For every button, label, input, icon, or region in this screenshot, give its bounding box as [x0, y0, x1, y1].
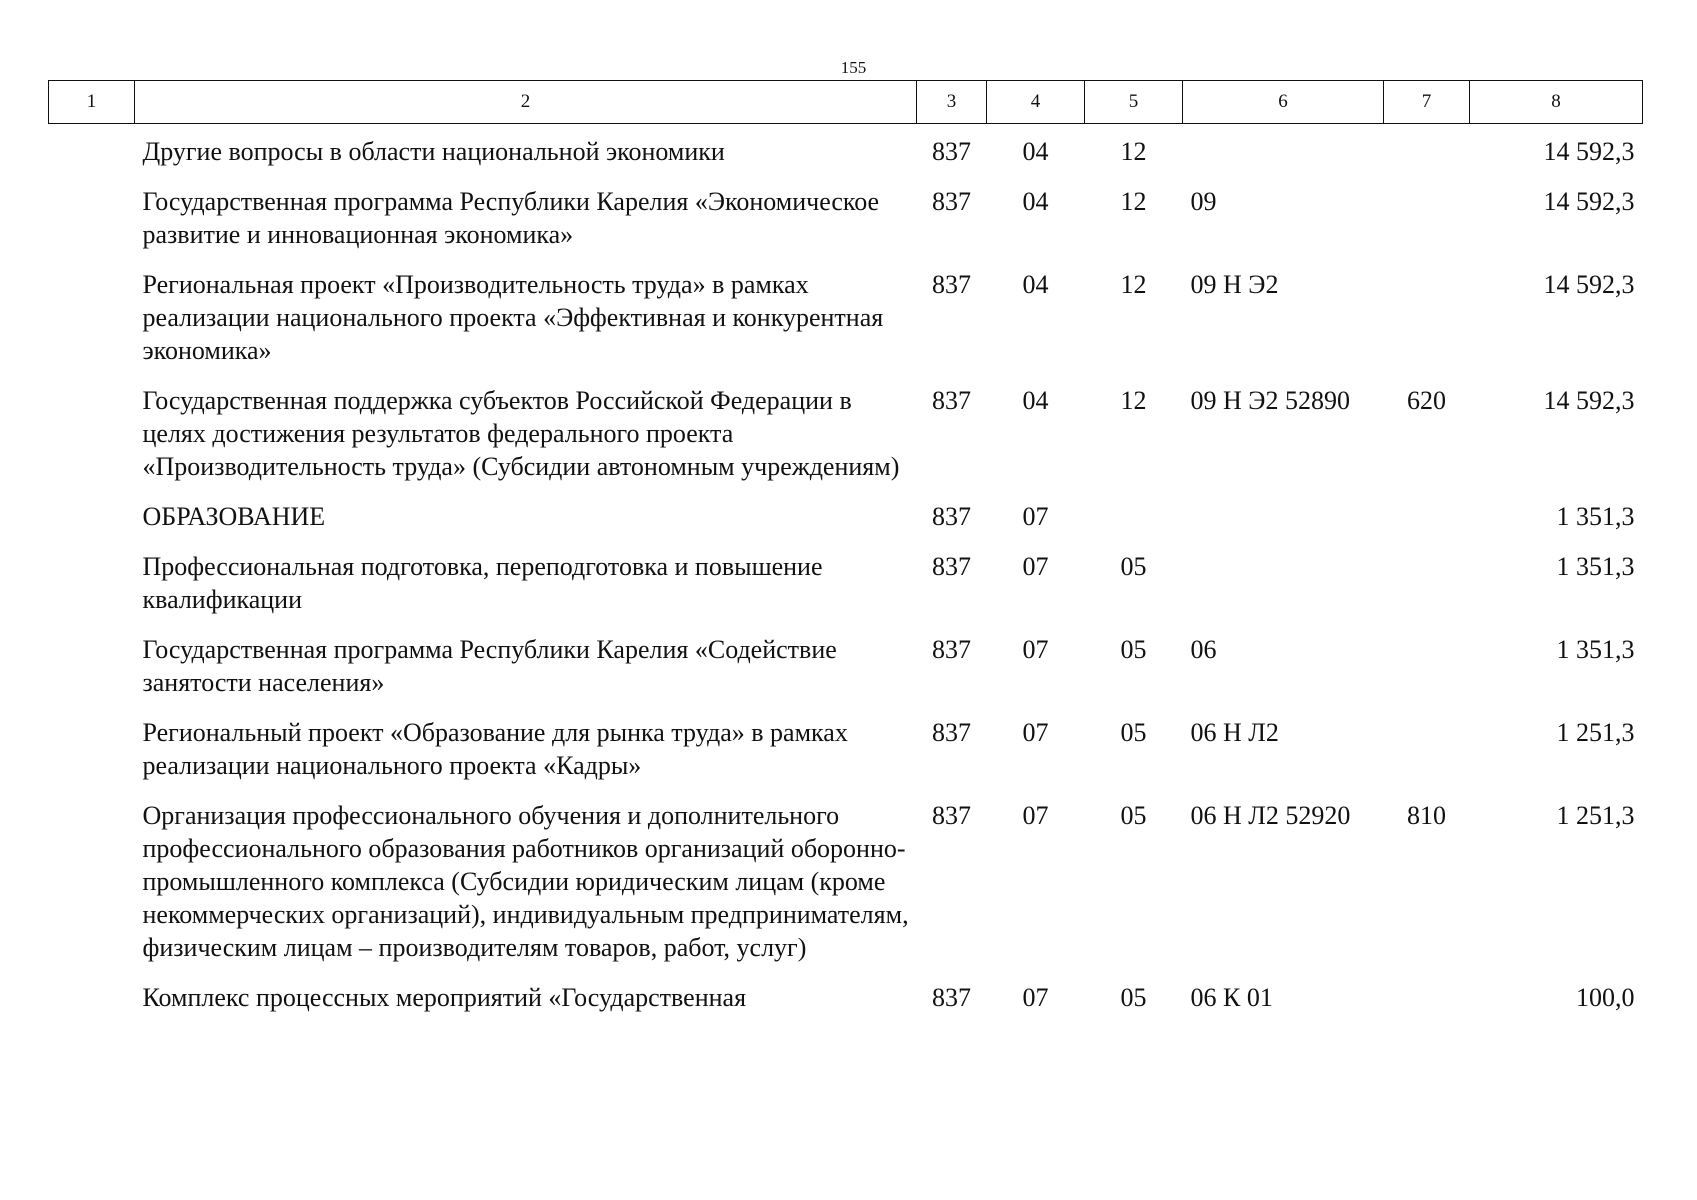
cell-col1: [49, 374, 135, 490]
cell-grbs: 837: [932, 801, 971, 830]
cell-amount: 1 351,3: [1556, 635, 1635, 664]
page-number: 155: [840, 58, 867, 77]
table-row: [49, 789, 1643, 971]
budget-table: [48, 80, 1643, 1021]
cell-razdel: 07: [1022, 801, 1049, 830]
cell-name: Государственная поддержка субъектов Российской Федерации в целях достижения результатов федерального проекта «Производительность труда» (Субсидии автономным учреждениям): [142, 386, 900, 481]
cell-target-article: [1183, 490, 1384, 540]
cell-name: Комплекс процессных мероприятий «Государственная: [142, 983, 747, 1012]
cell-grbs: 837: [932, 552, 971, 581]
cell-grbs: 837: [932, 502, 971, 531]
cell-expense-type: [1384, 258, 1470, 374]
cell-razdel: 07: [1022, 552, 1049, 581]
cell-podrazdel: 12: [1120, 187, 1147, 216]
cell-razdel: 04: [1022, 137, 1049, 166]
cell-expense-type: [1384, 706, 1470, 789]
cell-grbs: 837: [932, 270, 971, 299]
cell-name: Организация профессионального обучения и дополнительного профессионального образования работников организаций оборонно-промышленного комплекса (Субсидии юридическим лицам (кроме некоммерческих организаций), индивидуальным предпринимателям, физическим лицам – производителям товаров, работ, услуг): [142, 801, 909, 962]
cell-name: Региональный проект «Образование для рынка труда» в рамках реализации национального проекта «Кадры»: [142, 718, 848, 780]
column-header-7: 7: [1384, 81, 1470, 124]
cell-podrazdel: 05: [1120, 983, 1147, 1012]
cell-grbs: 837: [932, 635, 971, 664]
cell-target-article: 06 К 01: [1190, 983, 1273, 1012]
table-row: [49, 490, 1643, 540]
cell-podrazdel: 12: [1120, 386, 1147, 415]
cell-amount: 14 592,3: [1543, 270, 1635, 299]
cell-target-article: 09 Н Э2: [1190, 270, 1279, 299]
cell-grbs: 837: [932, 137, 971, 166]
table-row: [49, 623, 1643, 706]
cell-target-article: 06 Н Л2: [1190, 718, 1279, 747]
cell-name: Профессиональная подготовка, переподготовка и повышение квалификации: [142, 552, 823, 614]
cell-amount: 1 351,3: [1556, 552, 1635, 581]
cell-expense-type: [1384, 623, 1470, 706]
cell-podrazdel: 05: [1120, 552, 1147, 581]
cell-expense-type: 810: [1407, 801, 1446, 830]
cell-podrazdel: 05: [1120, 801, 1147, 830]
cell-col1: [49, 490, 135, 540]
cell-grbs: 837: [932, 983, 971, 1012]
cell-amount: 14 592,3: [1543, 187, 1635, 216]
cell-amount: 1 251,3: [1556, 718, 1635, 747]
cell-amount: 14 592,3: [1543, 137, 1635, 166]
cell-expense-type: 620: [1407, 386, 1446, 415]
column-header-6: 6: [1183, 81, 1384, 124]
cell-expense-type: [1384, 971, 1470, 1021]
cell-target-article: [1183, 124, 1384, 176]
cell-name: Государственная программа Республики Карелия «Содействие занятости населения»: [142, 635, 837, 697]
cell-podrazdel: 05: [1120, 635, 1147, 664]
column-header-5: 5: [1085, 81, 1183, 124]
table-row: [49, 258, 1643, 374]
cell-expense-type: [1384, 540, 1470, 623]
cell-col1: [49, 124, 135, 176]
cell-name: Региональная проект «Производительность труда» в рамках реализации национального проекта «Эффективная и конкурентная экономика»: [142, 270, 884, 365]
header-row: [49, 81, 1643, 124]
table-body: [49, 124, 1643, 1022]
cell-target-article: 09 Н Э2 52890: [1190, 386, 1350, 415]
table-row: [49, 706, 1643, 789]
cell-col1: [49, 540, 135, 623]
cell-name: Другие вопросы в области национальной экономики: [142, 137, 725, 166]
column-header-8: 8: [1470, 81, 1643, 124]
cell-target-article: 06 Н Л2 52920: [1190, 801, 1351, 830]
table-header: [49, 81, 1643, 124]
cell-expense-type: [1384, 490, 1470, 540]
cell-target-article: 06: [1190, 635, 1217, 664]
column-header-3: 3: [917, 81, 987, 124]
cell-podrazdel: 12: [1120, 270, 1147, 299]
cell-col1: [49, 623, 135, 706]
cell-grbs: 837: [932, 187, 971, 216]
cell-name: ОБРАЗОВАНИЕ: [142, 502, 326, 531]
cell-amount: 1 251,3: [1556, 801, 1635, 830]
cell-amount: 14 592,3: [1543, 386, 1635, 415]
cell-col1: [49, 258, 135, 374]
table-row: [49, 175, 1643, 258]
cell-razdel: 04: [1022, 386, 1049, 415]
cell-grbs: 837: [932, 386, 971, 415]
cell-razdel: 07: [1022, 635, 1049, 664]
column-header-2: 2: [135, 81, 917, 124]
cell-target-article: [1183, 540, 1384, 623]
column-header-1: 1: [49, 81, 135, 124]
cell-expense-type: [1384, 124, 1470, 176]
table-row: [49, 374, 1643, 490]
table-row: [49, 124, 1643, 176]
cell-razdel: 07: [1022, 718, 1049, 747]
cell-podrazdel: 12: [1120, 137, 1147, 166]
column-header-4: 4: [987, 81, 1085, 124]
cell-razdel: 07: [1022, 983, 1049, 1012]
cell-expense-type: [1384, 175, 1470, 258]
cell-target-article: 09: [1190, 187, 1217, 216]
table-row: [49, 540, 1643, 623]
cell-name: Государственная программа Республики Карелия «Экономическое развитие и инновационная экономика»: [142, 187, 880, 249]
cell-grbs: 837: [932, 718, 971, 747]
cell-podrazdel: 05: [1120, 718, 1147, 747]
cell-col1: [49, 706, 135, 789]
cell-amount: 1 351,3: [1556, 502, 1635, 531]
cell-col1: [49, 789, 135, 971]
cell-col1: [49, 971, 135, 1021]
table-row: [49, 971, 1643, 1021]
cell-col1: [49, 175, 135, 258]
cell-razdel: 07: [1022, 502, 1049, 531]
cell-razdel: 04: [1022, 270, 1049, 299]
cell-podrazdel: [1085, 490, 1183, 540]
cell-razdel: 04: [1022, 187, 1049, 216]
cell-amount: 100,0: [1576, 983, 1635, 1012]
